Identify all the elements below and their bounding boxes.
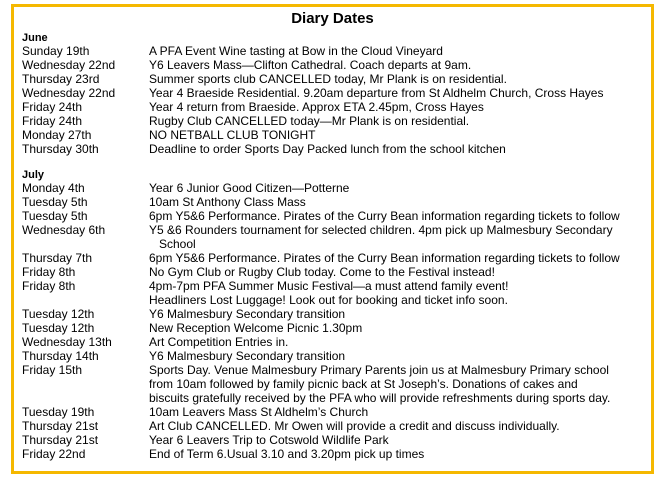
entry-date: Friday 8th	[22, 279, 76, 293]
entry-date: Thursday 21st	[22, 419, 99, 433]
entry-event-continued: biscuits gratefully received by the PFA who will provide refreshments during sports day.	[149, 391, 611, 405]
diary-entry	[22, 195, 647, 209]
june-entries	[22, 44, 647, 156]
entry-date	[22, 293, 149, 307]
diary-entry	[22, 58, 647, 72]
entry-date: Wednesday 6th	[22, 223, 106, 237]
diary-entry	[22, 321, 647, 335]
entry-date: Monday 27th	[22, 128, 92, 142]
entry-date: Wednesday 13th	[22, 335, 112, 349]
entry-event: No Gym Club or Rugby Club today. Come to the Festival instead!	[149, 265, 495, 279]
entry-event: Summer sports club CANCELLED today, Mr Plank is on residential.	[149, 72, 507, 86]
entry-date: Wednesday 22nd	[22, 86, 116, 100]
diary-entry	[22, 307, 647, 321]
spacer	[22, 156, 647, 170]
entry-event: NO NETBALL CLUB TONIGHT	[149, 128, 316, 142]
entry-date: Thursday 7th	[22, 251, 93, 265]
diary-entry	[22, 349, 647, 363]
month-heading-july: July	[22, 169, 45, 181]
entry-event: 10am St Anthony Class Mass	[149, 195, 306, 209]
entry-event: Headliners Lost Luggage! Look out for booking and ticket info soon.	[149, 293, 508, 307]
entry-date: Tuesday 12th	[22, 321, 95, 335]
entry-event: 10am Leavers Mass St Aldhelm’s Church	[149, 405, 369, 419]
entry-date: Friday 24th	[22, 100, 83, 114]
entry-date: Friday 22nd	[22, 447, 86, 461]
entry-date: Friday 8th	[22, 265, 76, 279]
entry-event: Year 6 Junior Good Citizen—Potterne	[149, 181, 350, 195]
entry-event: Year 6 Leavers Trip to Cotswold Wildlife Park	[149, 433, 389, 447]
entry-event: Y6 Malmesbury Secondary transition	[149, 349, 346, 363]
entry-event: Rugby Club CANCELLED today—Mr Plank is on residential.	[149, 114, 470, 128]
diary-entry	[22, 405, 647, 419]
diary-entry	[22, 86, 647, 100]
entry-date: Tuesday 19th	[22, 405, 95, 419]
diary-entry	[22, 209, 647, 223]
entry-event-continued: School	[159, 237, 196, 251]
entry-event-continued: from 10am followed by family picnic back at St Joseph’s. Donations of cakes and	[149, 377, 578, 391]
entry-date: Thursday 21st	[22, 433, 99, 447]
diary-content	[22, 33, 647, 461]
entry-date: Thursday 30th	[22, 142, 99, 156]
july-entries	[22, 181, 647, 461]
diary-entry	[22, 265, 647, 279]
diary-entry	[22, 447, 647, 461]
entry-event: Art Club CANCELLED. Mr Owen will provide a credit and discuss individually.	[149, 419, 560, 433]
entry-event: Art Competition Entries in.	[149, 335, 289, 349]
entry-date: Friday 24th	[22, 114, 83, 128]
diary-entry	[22, 142, 647, 156]
entry-date: Tuesday 5th	[22, 195, 88, 209]
diary-entry	[22, 128, 647, 142]
entry-event: Year 4 Braeside Residential. 9.20am departure from St Aldhelm Church, Cross Hayes	[149, 86, 604, 100]
diary-entry	[22, 363, 647, 377]
entry-event: End of Term 6.Usual 3.10 and 3.20pm pick up times	[149, 447, 425, 461]
entry-date: Tuesday 12th	[22, 307, 95, 321]
diary-entry	[22, 44, 647, 58]
page-title: Diary Dates	[291, 10, 374, 27]
entry-event: New Reception Welcome Picnic 1.30pm	[149, 321, 363, 335]
entry-event: Sports Day. Venue Malmesbury Primary Parents join us at Malmesbury Primary school	[149, 363, 609, 377]
entry-event: Deadline to order Sports Day Packed lunch from the school kitchen	[149, 142, 506, 156]
entry-date: Friday 15th	[22, 363, 83, 377]
diary-entry	[22, 419, 647, 433]
diary-entry	[22, 72, 647, 86]
entry-date: Sunday 19th	[22, 44, 90, 58]
entry-date: Monday 4th	[22, 181, 85, 195]
diary-entry	[22, 100, 647, 114]
diary-entry	[22, 181, 647, 195]
entry-date: Thursday 23rd	[22, 72, 100, 86]
entry-date: Thursday 14th	[22, 349, 99, 363]
diary-entry	[22, 223, 647, 237]
diary-entry	[22, 293, 647, 307]
entry-continuation	[22, 237, 647, 251]
entry-event: 6pm Y5&6 Performance. Pirates of the Curry Bean information regarding tickets to follow	[149, 209, 620, 223]
entry-event: 4pm-7pm PFA Summer Music Festival—a must attend family event!	[149, 279, 509, 293]
entry-event: Year 4 return from Braeside. Approx ETA 2.45pm, Cross Hayes	[149, 100, 484, 114]
entry-event: Y6 Leavers Mass—Clifton Cathedral. Coach departs at 9am.	[149, 58, 472, 72]
diary-entry	[22, 433, 647, 447]
diary-entry	[22, 114, 647, 128]
diary-entry	[22, 279, 647, 293]
diary-entry	[22, 335, 647, 349]
entry-date: Wednesday 22nd	[22, 58, 116, 72]
diary-dates-box	[11, 4, 654, 474]
diary-entry	[22, 251, 647, 265]
entry-date: Tuesday 5th	[22, 209, 88, 223]
entry-event: Y5 &6 Rounders tournament for selected children. 4pm pick up Malmesbury Secondary	[149, 223, 613, 237]
month-heading-june: June	[22, 32, 48, 44]
entry-event: Y6 Malmesbury Secondary transition	[149, 307, 346, 321]
entry-event: 6pm Y5&6 Performance. Pirates of the Curry Bean information regarding tickets to follow	[149, 251, 620, 265]
entry-event: A PFA Event Wine tasting at Bow in the Cloud Vineyard	[149, 44, 443, 58]
